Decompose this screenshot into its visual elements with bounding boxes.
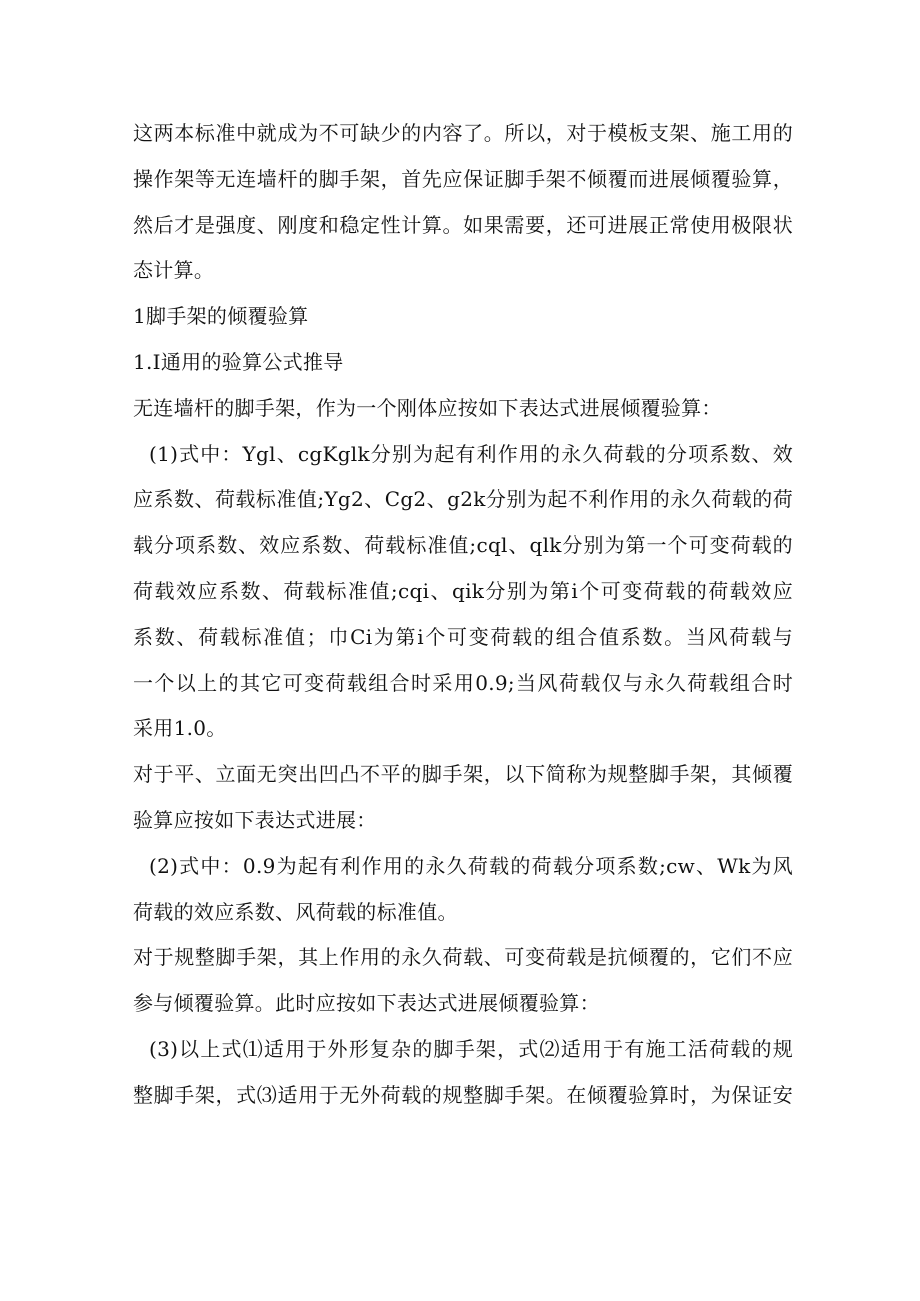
text-line: 对于规整脚手架，其上作用的永久荷载、可变荷载是抗倾覆的，它们不应	[133, 945, 793, 970]
text-line: 操作架等无连墙杆的脚手架，首先应保证脚手架不倾覆而进展倾覆验算，	[133, 166, 793, 191]
text-line: 态计算。	[133, 258, 215, 283]
text-line: 无连墙杆的脚手架，作为一个刚体应按如下表达式进展倾覆验算：	[133, 395, 722, 420]
text-line: 参与倾覆验算。此时应按如下表达式进展倾覆验算：	[133, 991, 600, 1016]
text-line: 系数、荷载标准值；巾Ci为第i个可变荷载的组合值系数。当风荷载与	[133, 624, 793, 649]
text-line: 这两本标准中就成为不可缺少的内容了。所以，对于模板支架、施工用的	[133, 121, 793, 145]
text-line: (2)式中：0.9为起有利作用的永久荷载的荷载分项系数;cw、Wk为风	[149, 853, 793, 878]
text-line: 应系数、荷载标准值;Yg2、Cg2、g2k分别为起不利作用的永久荷载的荷	[133, 487, 793, 512]
text-line: 1.I通用的验算公式推导	[133, 349, 344, 374]
text-line: 验算应按如下表达式进展：	[133, 807, 377, 832]
text-line: 采用1.0。	[133, 716, 227, 741]
text-line: 荷载的效应系数、风荷载的标准值。	[133, 899, 458, 924]
text-line: (1)式中：Ygl、cgKglk分别为起有利作用的永久荷载的分项系数、效	[149, 441, 793, 466]
text-line: 荷载效应系数、荷载标准值;cqi、qik分别为第i个可变荷载的荷载效应	[133, 578, 793, 603]
text-line: 一个以上的其它可变荷载组合时采用0.9;当风荷载仅与永久荷载组合时	[133, 670, 793, 695]
text-line: 对于平、立面无突出凹凸不平的脚手架，以下简称为规整脚手架，其倾覆	[133, 762, 793, 787]
text-line: 然后才是强度、刚度和稳定性计算。如果需要，还可进展正常使用极限状	[133, 212, 793, 237]
body-text	[133, 111, 793, 1119]
text-line: 整脚手架，式⑶适用于无外荷载的规整脚手架。在倾覆验算时，为保证安	[133, 1082, 793, 1107]
text-line: 载分项系数、效应系数、荷载标准值;cql、qlk分别为第一个可变荷载的	[133, 533, 793, 558]
text-line: 1脚手架的倾覆验算	[133, 304, 309, 329]
text-line: (3)以上式⑴适用于外形复杂的脚手架，式⑵适用于有施工活荷载的规	[149, 1036, 793, 1061]
